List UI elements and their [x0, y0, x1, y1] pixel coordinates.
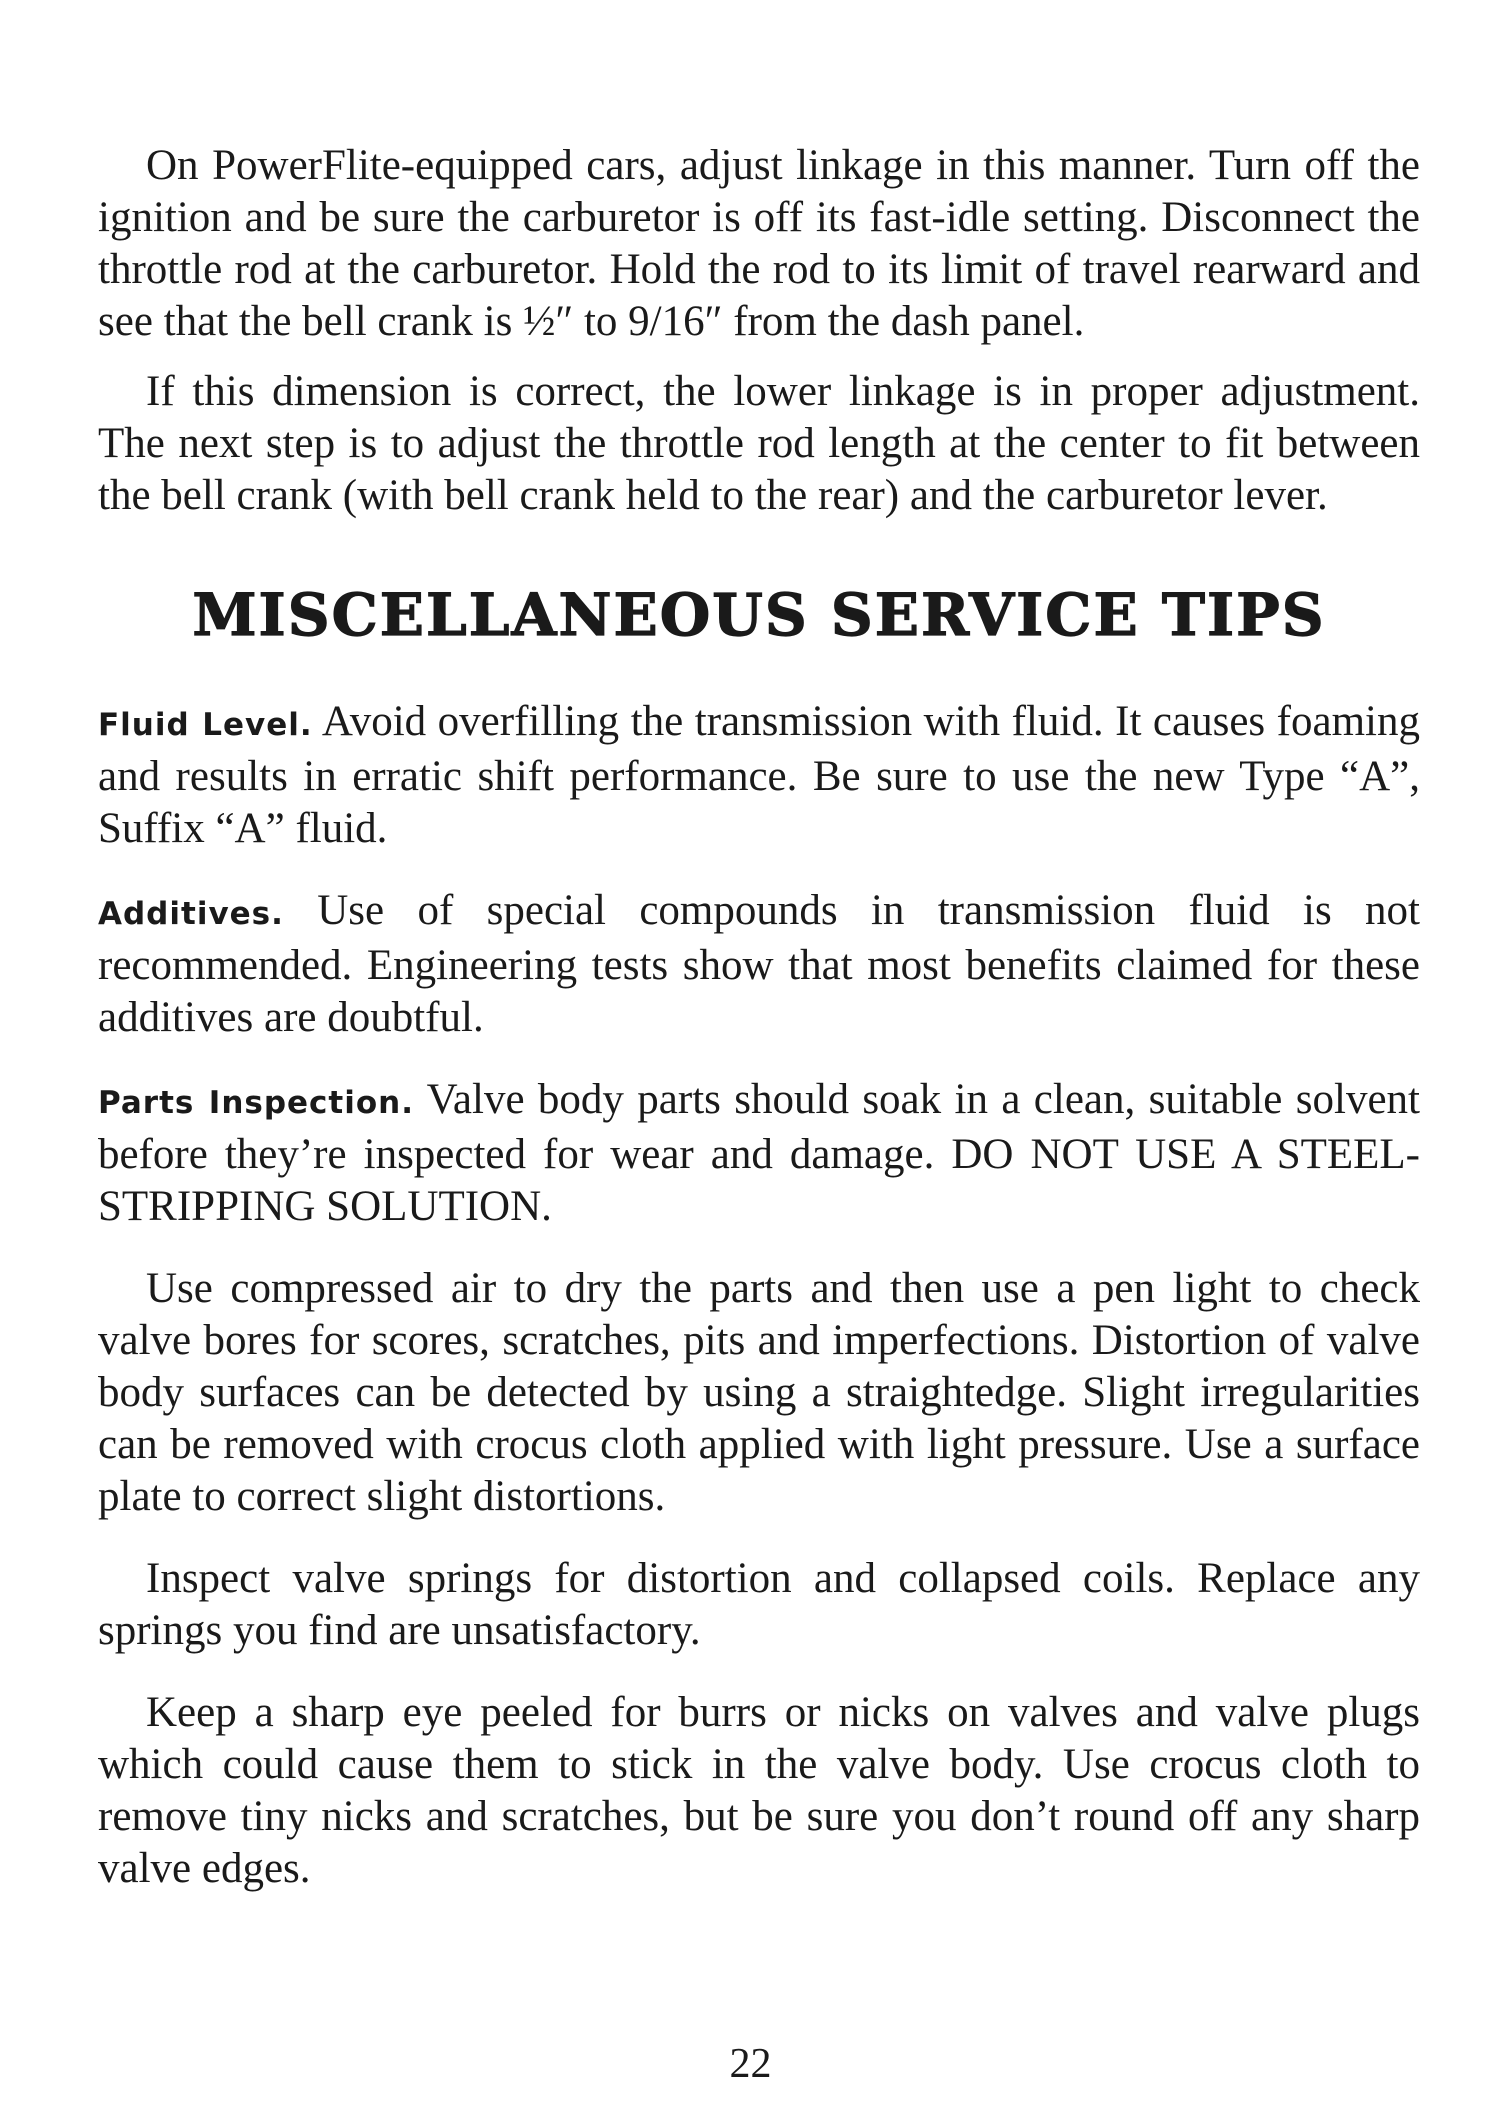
- tip-label: Parts Inspection.: [98, 1085, 415, 1121]
- body-paragraph-1: Use compressed air to dry the parts and then use a pen light to check valve bores for scores, scratches, pits and imperfections. Distortion of valve body surfaces can be detected by using a straightedge. Slight irregularities can be removed with crocus cloth applied with light pressure. Use a surface plate to correct slight distortions.: [98, 1265, 1420, 1520]
- tip-text: Use of special compounds in transmission fluid is not recommended. Engineering tests show that most benefits claimed for these additives are doubtful.: [98, 887, 1420, 1041]
- body-paragraph-2: Inspect valve springs for distortion and collapsed coils. Replace any springs you find are unsatisfactory.: [98, 1555, 1420, 1654]
- tip-label: Additives.: [98, 896, 284, 932]
- tip-text: Valve body parts should soak in a clean, suitable solvent before they’re inspected for wear and damage. DO NOT USE A STEEL-STRIPPING SOLUTION.: [98, 1076, 1420, 1230]
- intro-paragraph-1: On PowerFlite-equipped cars, adjust linkage in this manner. Turn off the ignition and be sure the carburetor is off its fast-idle setting. Disconnect the throttle rod at the carburetor. Hold the rod to its limit of travel rearward and see that the bell crank is ½″ to 9/16″ from the dash panel.: [98, 142, 1420, 345]
- page-number: 22: [729, 2041, 772, 2087]
- text-column: [98, 140, 1420, 1895]
- tip-fluid-level: [98, 696, 1420, 855]
- tip-label: Fluid Level.: [98, 707, 313, 743]
- tip-parts-inspection: [98, 1074, 1420, 1233]
- section-heading: MISCELLANEOUS SERVICE TIPS: [192, 581, 1326, 649]
- body-paragraph-3: Keep a sharp eye peeled for burrs or nicks on valves and valve plugs which could cause them to stick in the valve body. Use crocus cloth to remove tiny nicks and scratches, but be sure you don’t round off any sharp valve edges.: [98, 1689, 1420, 1892]
- intro-paragraph-2: If this dimension is correct, the lower linkage is in proper adjustment. The next step is to adjust the throttle rod length at the center to fit between the bell crank (with bell crank held to the rear) and the carburetor lever.: [98, 368, 1420, 519]
- tip-additives: [98, 885, 1420, 1044]
- tip-text: Avoid overfilling the transmission with fluid. It causes foaming and results in erratic shift performance. Be sure to use the new Type “A”, Suffix “A” fluid.: [98, 698, 1420, 852]
- section-heading-wrap: [98, 580, 1420, 650]
